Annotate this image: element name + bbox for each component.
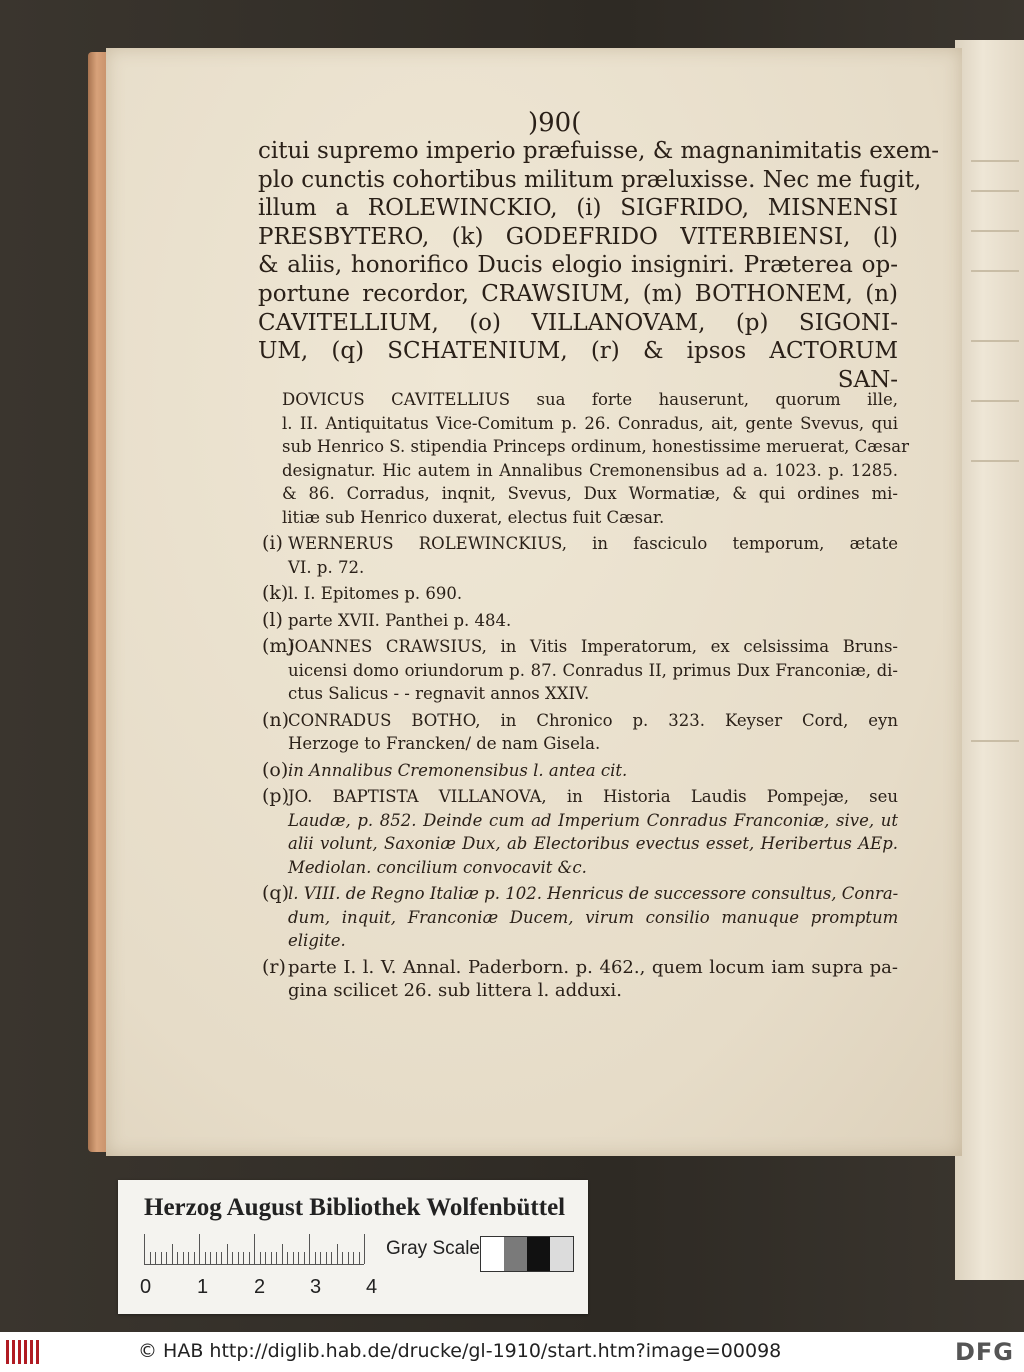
footnote-line: l. I. Epitomes p. 690. <box>288 584 463 603</box>
footnote-mark: (q) <box>262 882 289 904</box>
main-text <box>258 137 940 394</box>
ruler-tick <box>249 1252 250 1264</box>
ruler-tick <box>188 1252 189 1264</box>
footnote-line: JOANNES CRAWSIUS, in Vitis Imperatorum, ex celsissima Bruns- <box>288 637 898 656</box>
color-calibration-card <box>118 1180 588 1314</box>
text-line: PRESBYTERO, (k) GODEFRIDO VITERBIENSI, (l) <box>258 223 898 250</box>
footnote-line: VI. p. 72. <box>288 557 365 577</box>
ruler-tick <box>353 1252 354 1264</box>
ruler-tick <box>293 1252 294 1264</box>
ruler-tick <box>276 1252 277 1264</box>
ruler-tick <box>309 1234 310 1264</box>
copyright-credit: © HAB http://diglib.hab.de/drucke/gl-1910/start.htm?image=00098 <box>138 1340 782 1362</box>
ruler-tick <box>144 1234 145 1264</box>
text-line: citui supremo imperio præfuisse, & magnanimitatis exem- <box>258 138 940 164</box>
gray-scale-label: Gray Scale <box>386 1238 480 1259</box>
ruler-tick <box>271 1252 272 1264</box>
footnote-mark: (r) <box>262 955 286 978</box>
ruler-tick <box>315 1252 316 1264</box>
note-line: designatur. Hic autem in Annalibus Cremonensibus ad a. 1023. p. 1285. <box>282 460 898 480</box>
footnote-l <box>262 609 898 633</box>
footnote-line: eligite. <box>288 931 346 950</box>
footnote-n <box>262 709 898 756</box>
footnote-r <box>262 956 898 1003</box>
catchword: SAN- <box>837 366 898 393</box>
footnote-mark: (l) <box>262 608 283 631</box>
note-line: sub Henrico S. stipendia Princeps ordinum, honestissime meruerat, Cæsar <box>282 437 909 456</box>
ruler-tick <box>150 1252 151 1264</box>
ruler-tick <box>194 1252 195 1264</box>
footnote-line: l. VIII. de Regno Italiæ p. 102. Henricus de successore consultus, Conra- <box>288 884 899 903</box>
ruler-tick <box>183 1252 184 1264</box>
ruler-number: 2 <box>254 1276 266 1298</box>
ruler-tick <box>348 1252 349 1264</box>
ruler-tick <box>342 1252 343 1264</box>
ruler-tick <box>320 1252 321 1264</box>
adjacent-page-edge <box>955 40 1024 1280</box>
library-name: Herzog August Bibliothek Wolfenbüttel <box>144 1194 566 1221</box>
ruler-tick <box>205 1252 206 1264</box>
footnote-line: in Annalibus Cremonensibus l. antea cit. <box>288 760 628 780</box>
footnote-line: alii volunt, Saxoniæ Dux, ab Electoribus evectus esset, Heribertus AEp. <box>288 834 898 853</box>
ruler-tick <box>216 1252 217 1264</box>
ruler-tick <box>298 1252 299 1264</box>
footnote-line: gina scilicet 26. sub littera l. adduxi. <box>288 980 622 1001</box>
note-line: DOVICUS CAVITELLIUS sua forte hauserunt, quorum ille, <box>282 390 898 409</box>
footnote-line: Mediolan. concilium convocavit &c. <box>288 857 587 877</box>
footnotes <box>262 388 909 1003</box>
dfg-logo: DFG <box>954 1338 1014 1366</box>
ruler-tick <box>221 1252 222 1264</box>
text-line: UM, (q) SCHATENIUM, (r) & ipsos ACTORUM <box>258 338 898 365</box>
text-line: plo cunctis cohortibus militum præluxisse. Nec me fugit, <box>258 166 922 193</box>
footnote-line: parte I. l. V. Annal. Paderborn. p. 462., quem locum iam supra pa- <box>288 956 898 978</box>
footnote-line: ctus Salicus - - regnavit annos XXIV. <box>288 684 590 703</box>
footnote-line: parte XVII. Panthei p. 484. <box>288 610 512 630</box>
footnote-mark: (n) <box>262 708 290 731</box>
ruler-number: 3 <box>310 1276 322 1298</box>
ruler-tick <box>199 1234 200 1264</box>
ruler-tick <box>243 1252 244 1264</box>
note-line: litiæ sub Henrico duxerat, electus fuit Cæsar. <box>282 507 665 527</box>
footnote-line: JO. BAPTISTA VILLANOVA, in Historia Laudis Pompejæ, seu <box>288 787 898 806</box>
ruler-tick <box>265 1252 266 1264</box>
ruler-tick <box>287 1252 288 1264</box>
text-line: CAVITELLIUM, (o) VILLANOVAM, (p) SIGONI- <box>258 309 898 336</box>
ruler-tick <box>155 1252 156 1264</box>
note-line: l. II. Antiquitatus Vice-Comitum p. 26. Conradus, ait, gente Svevus, qui <box>282 413 898 433</box>
ruler-tick <box>177 1252 178 1264</box>
gray-swatch <box>550 1237 573 1271</box>
footnote-line: Laudæ, p. 852. Deinde cum ad Imperium Conradus Franconiæ, sive, ut <box>288 810 898 830</box>
note-continuation <box>262 388 909 529</box>
gray-scale-swatches <box>480 1236 574 1272</box>
ruler-tick <box>210 1252 211 1264</box>
footnote-mark: (i) <box>262 532 283 554</box>
ruler-number: 4 <box>366 1276 378 1298</box>
footnote-line: uicensi domo oriundorum p. 87. Conradus II, primus Dux Franconiæ, di- <box>288 660 898 680</box>
ruler-tick <box>172 1244 173 1264</box>
gray-swatch <box>481 1237 504 1271</box>
text-line: portune recordor, CRAWSIUM, (m) BOTHONEM, (n) <box>258 280 898 307</box>
footnote-mark: (k) <box>262 582 289 604</box>
gray-swatch <box>527 1237 550 1271</box>
footnote-line: Herzoge to Francken/ de nam Gisela. <box>288 734 601 753</box>
ruler-tick <box>166 1252 167 1264</box>
text-line: & aliis, honorifico Ducis elogio insigniri. Præterea op- <box>258 252 898 279</box>
hab-logo-icon <box>6 1340 40 1364</box>
scale-ruler <box>144 1234 364 1268</box>
gray-swatch <box>504 1237 527 1271</box>
footnote-mark: (p) <box>262 785 289 807</box>
footnote-line: CONRADUS BOTHO, in Chronico p. 323. Keyser Cord, eyn <box>288 710 898 730</box>
ruler-tick <box>359 1252 360 1264</box>
footnote-q <box>262 882 898 953</box>
footnote-p <box>262 785 898 879</box>
ruler-tick <box>364 1234 365 1264</box>
ruler-tick <box>238 1252 239 1264</box>
ruler-bar <box>144 1234 364 1265</box>
ruler-tick <box>161 1252 162 1264</box>
footnote-mark: (o) <box>262 758 289 781</box>
note-line: & 86. Corradus, inqnit, Svevus, Dux Wormatiæ, & qui ordines mi- <box>282 484 898 503</box>
ruler-tick <box>254 1234 255 1264</box>
ruler-tick <box>260 1252 261 1264</box>
ruler-tick <box>282 1244 283 1264</box>
footnote-line: WERNERUS ROLEWINCKIUS, in fasciculo temporum, ætate <box>288 534 898 553</box>
ruler-tick <box>232 1252 233 1264</box>
ruler-tick <box>227 1244 228 1264</box>
footnote-i <box>262 532 898 579</box>
ruler-number: 0 <box>140 1276 152 1298</box>
ruler-tick <box>326 1252 327 1264</box>
page-number: )90( <box>528 108 582 138</box>
footnote-line: dum, inquit, Franconiæ Ducem, virum consilio manuque promptum <box>288 907 899 927</box>
ruler-tick <box>331 1252 332 1264</box>
footnote-m <box>262 635 898 706</box>
footnote-o <box>262 759 898 783</box>
text-line: illum a ROLEWINCKIO, (i) SIGFRIDO, MISNENSI <box>258 195 898 222</box>
ruler-tick <box>337 1244 338 1264</box>
footnote-mark: (m) <box>262 635 295 657</box>
viewer-footer <box>0 1332 1024 1372</box>
ruler-number: 1 <box>197 1276 209 1298</box>
ruler-tick <box>304 1252 305 1264</box>
footnote-k <box>262 582 898 606</box>
